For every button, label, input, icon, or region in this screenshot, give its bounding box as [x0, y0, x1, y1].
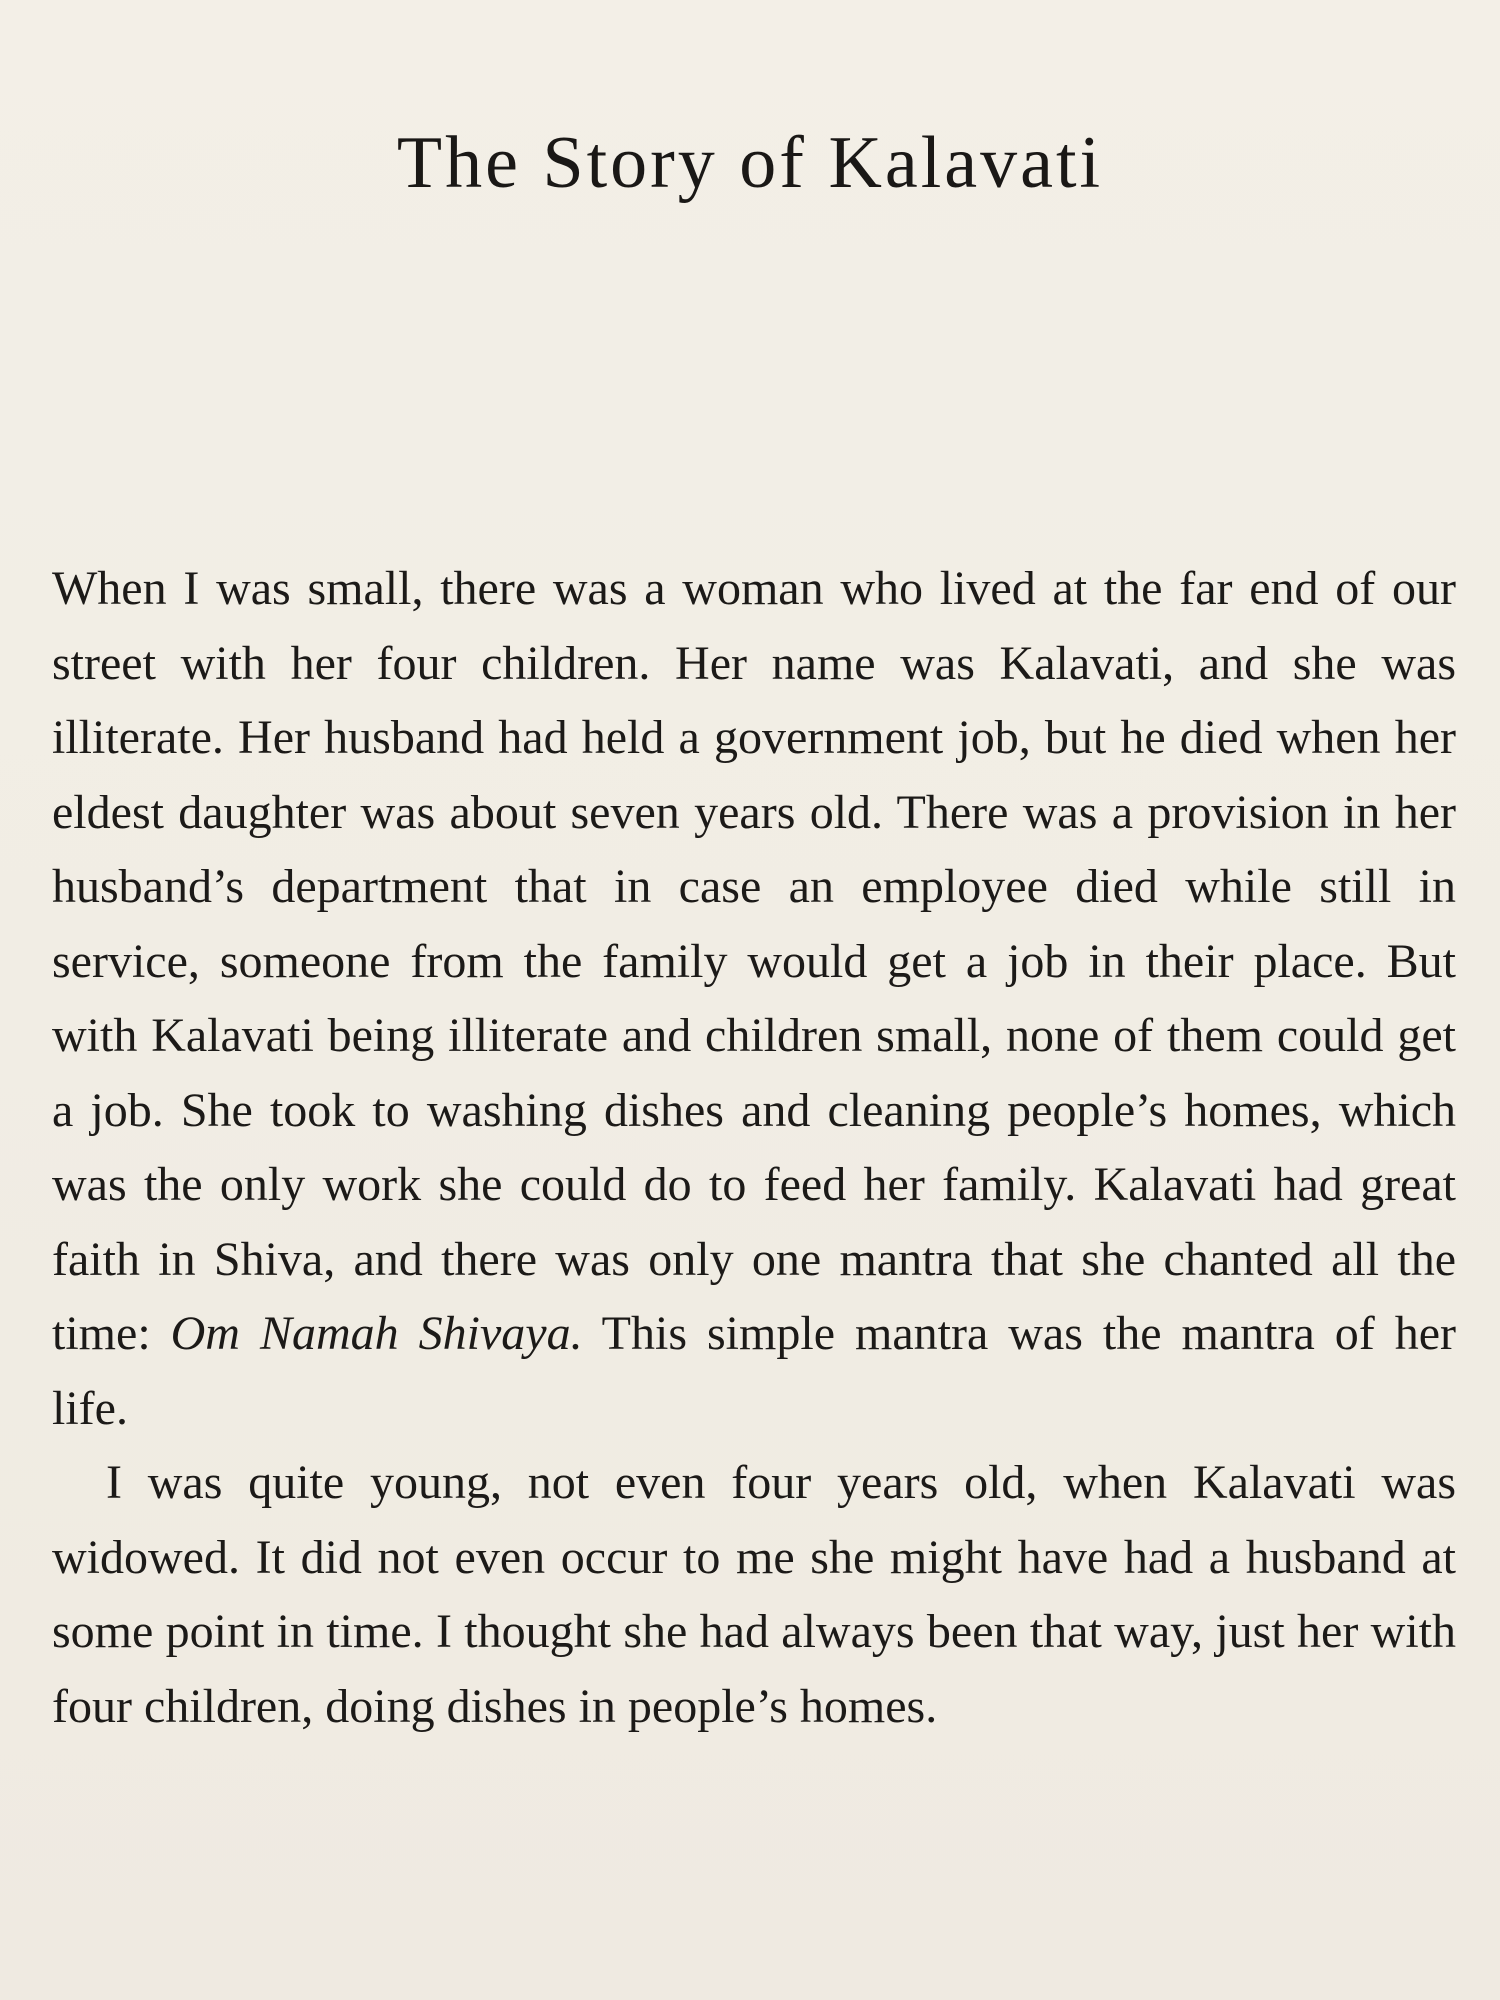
paragraph-1-text: When I was small, there was a woman who lived at the far end of our street with her four children. Her name was Kalavati, and she was illiterate. Her husband had held a government job, but he died when her eldest daughter was about seven years old. There was a provision in her husband’s department that in case an employee died while still in service, someone from the family would get a job in their place. But with Kalavati being illiterate and children small, none of them could get a job. She took to washing dishes and cleaning people’s homes, which was the only work she could do to feed her family. Kalavati had great faith in Shiva, and there was only one mantra that she chanted all the time:: [52, 562, 1456, 1360]
mantra-italic: Om Namah Shivaya.: [170, 1307, 583, 1360]
paragraph-1: [52, 552, 1456, 1446]
paragraph-2: I was quite young, not even four years old, when Kalavati was widowed. It did not even occur to me she might have had a husband at some point in time. I thought she had always been that way, just her with four children, doing dishes in people’s homes.: [52, 1456, 1456, 1733]
paragraph-1-ending: This simple mantra was the mantra of her life.: [52, 1307, 1456, 1435]
chapter-title: The Story of Kalavati: [396, 122, 1104, 204]
chapter-body: [52, 552, 1456, 1744]
